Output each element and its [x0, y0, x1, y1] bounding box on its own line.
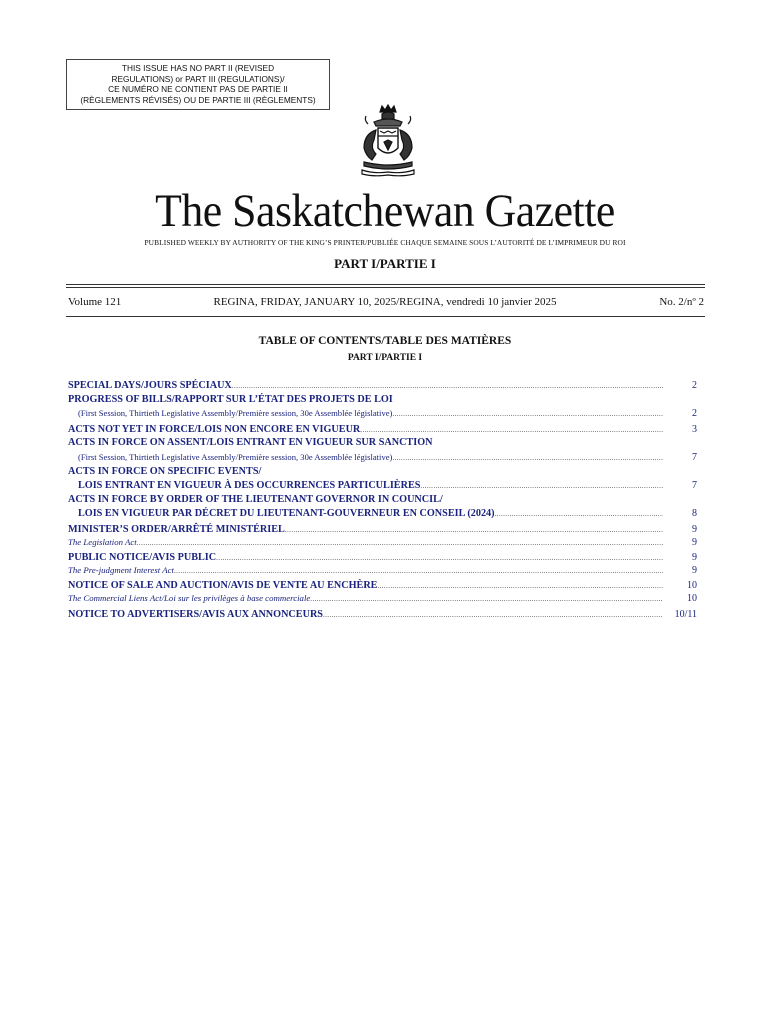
toc-line[interactable]	[68, 535, 697, 548]
page-number[interactable]: 7	[692, 480, 697, 492]
toc-line[interactable]	[68, 406, 697, 419]
toc-line[interactable]	[68, 591, 697, 604]
toc-heading[interactable]: LOIS ENTRANT EN VIGUEUR À DES OCCURRENCES PARTICULIÈRES	[78, 480, 421, 492]
toc-act-title[interactable]: The Pre-judgment Interest Act	[68, 564, 174, 575]
page-number[interactable]: 9	[692, 536, 697, 548]
page-number[interactable]: 10	[687, 580, 697, 592]
toc-session-note[interactable]: (First Session, Thirtieth Legislative Assembly/Première session, 30e Assemblée législative)	[78, 451, 393, 462]
dot-leader	[310, 591, 663, 606]
toc-line[interactable]	[68, 466, 697, 479]
toc-subtitle: PART I/PARTIE I	[347, 353, 423, 363]
toc-heading[interactable]: PUBLIC NOTICE/AVIS PUBLIC	[68, 552, 217, 564]
toc-entry	[68, 437, 697, 462]
page-number[interactable]: 2	[692, 380, 697, 391]
toc-entry	[68, 522, 697, 547]
dot-leader	[137, 535, 663, 550]
toc-heading[interactable]: ACTS NOT YET IN FORCE/LOIS NON ENCORE EN VIGUEUR	[68, 423, 361, 435]
toc-act-title[interactable]: The Legislation Act	[68, 536, 137, 547]
toc-entry	[68, 494, 697, 519]
volume-label: Volume 121	[68, 296, 122, 308]
toc-line[interactable]	[68, 394, 697, 407]
toc-heading[interactable]: MINISTER’S ORDER/ARRÊTÉ MINISTÉRIEL	[68, 523, 285, 535]
toc-heading[interactable]: LOIS EN VIGUEUR PAR DÉCRET DU LIEUTENANT-GOUVERNEUR EN CONSEIL (2024)	[78, 508, 495, 520]
toc-act-title[interactable]: The Commercial Liens Act/Loi sur les privilèges à base commerciale	[68, 592, 311, 603]
toc-heading[interactable]: ACTS IN FORCE BY ORDER OF THE LIEUTENANT GOVERNOR IN COUNCIL/	[68, 493, 443, 505]
toc-entry	[68, 422, 697, 435]
toc-line[interactable]	[68, 607, 697, 620]
page-number[interactable]: 3	[692, 423, 697, 435]
toc-line[interactable]	[68, 494, 697, 507]
dot-leader	[392, 406, 663, 421]
page-number[interactable]: 10	[687, 592, 697, 604]
page-number[interactable]: 9	[692, 523, 697, 535]
toc-entry	[68, 578, 697, 603]
page-number[interactable]: 2	[692, 408, 697, 420]
toc-session-note[interactable]: (First Session, Thirtieth Legislative Assembly/Première session, 30e Assemblée législative)	[78, 408, 393, 419]
toc-entry	[68, 394, 697, 419]
toc-heading[interactable]: NOTICE TO ADVERTISERS/AVIS AUX ANNONCEURS	[68, 608, 323, 620]
gazette-subtitle: PUBLISHED WEEKLY BY AUTHORITY OF THE KING’S PRINTER/PUBLIÉE CHAQUE SEMAINE SOUS L’AUTORITÉ DE L’IMPRIMEUR DU ROI	[144, 238, 626, 247]
toc-line[interactable]	[68, 563, 697, 576]
header-rule	[66, 284, 705, 285]
toc-entry	[68, 378, 697, 391]
dot-leader	[420, 478, 663, 493]
gazette-title: The Saskatchewan Gazette	[155, 185, 615, 237]
toc-heading[interactable]: ACTS IN FORCE ON ASSENT/LOIS ENTRANT EN VIGUEUR SUR SANCTION	[68, 437, 433, 449]
issue-date: REGINA, FRIDAY, JANUARY 10, 2025/REGINA, vendredi 10 janvier 2025	[213, 296, 557, 308]
issue-number: No. 2/nº 2	[659, 296, 704, 308]
header-rule	[66, 287, 705, 288]
notice-line: THIS ISSUE HAS NO PART II (REVISED	[121, 63, 275, 73]
toc-line[interactable]	[68, 422, 697, 435]
toc-line[interactable]	[68, 578, 697, 591]
dot-leader	[392, 450, 663, 465]
dot-leader	[360, 422, 663, 437]
toc-heading[interactable]: ACTS IN FORCE ON SPECIFIC EVENTS/	[68, 465, 262, 477]
page-number[interactable]: 9	[692, 564, 697, 576]
notice-box	[66, 59, 330, 110]
dot-leader	[495, 506, 663, 521]
toc-line[interactable]	[68, 378, 697, 391]
table-of-contents	[68, 378, 697, 622]
page-number[interactable]: 10/11	[674, 608, 697, 620]
toc-entry	[68, 466, 697, 491]
toc-heading[interactable]: NOTICE OF SALE AND AUCTION/AVIS DE VENTE AU ENCHÈRE	[68, 580, 378, 592]
toc-line[interactable]	[68, 450, 697, 463]
notice-line: (RÈGLEMENTS RÉVISÉS) OU DE PARTIE III (RÈGLEMENTS)	[80, 94, 316, 105]
coat-of-arms-icon	[354, 104, 422, 178]
toc-heading[interactable]: PROGRESS OF BILLS/RAPPORT SUR L’ÉTAT DES PROJETS DE LOI	[68, 393, 393, 405]
page-number[interactable]: 8	[692, 508, 697, 520]
dot-leader	[323, 607, 663, 622]
toc-entry	[68, 550, 697, 575]
toc-title: TABLE OF CONTENTS/TABLE DES MATIÈRES	[258, 335, 512, 347]
toc-line[interactable]	[68, 506, 697, 519]
toc-line[interactable]	[68, 437, 697, 450]
dot-leader	[232, 378, 663, 393]
toc-line[interactable]	[68, 478, 697, 491]
toc-entry	[68, 607, 697, 620]
toc-line[interactable]	[68, 522, 697, 535]
page-number[interactable]: 9	[692, 552, 697, 564]
header-rule	[66, 316, 705, 317]
notice-line: REGULATIONS) or PART III (REGULATIONS)/	[111, 73, 285, 84]
page-number[interactable]: 7	[692, 451, 697, 463]
toc-line[interactable]	[68, 550, 697, 563]
dot-leader	[174, 563, 663, 578]
notice-line: CE NUMÉRO NE CONTIENT PAS DE PARTIE II	[108, 84, 288, 95]
toc-heading[interactable]: SPECIAL DAYS/JOURS SPÉCIAUX	[68, 380, 232, 391]
part-heading: PART I/PARTIE I	[334, 256, 436, 271]
